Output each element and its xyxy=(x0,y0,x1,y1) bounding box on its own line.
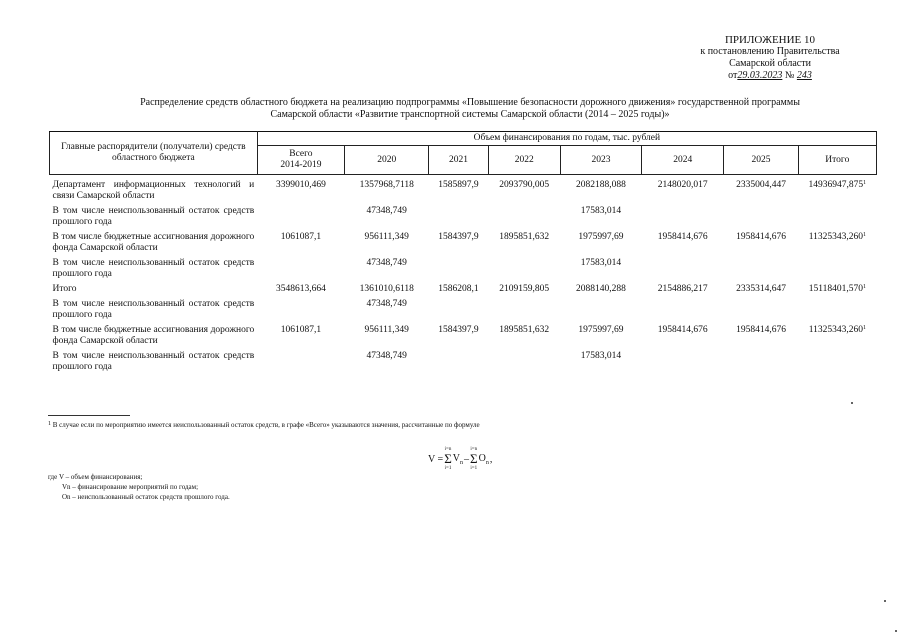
header-recipients: Главные распорядители (получатели) средств областного бюджета xyxy=(50,132,258,175)
approval-from: от xyxy=(728,70,738,81)
term-2-symbol: O xyxy=(478,452,486,464)
cell-itogo-value: 11325343,260 xyxy=(808,232,863,242)
cell-2025: 2335314,647 xyxy=(736,284,786,294)
footnote-mark: 1 xyxy=(48,421,51,427)
cell-total xyxy=(257,258,344,284)
term-1-subscript: n xyxy=(460,459,463,466)
cell-2020: 1357968,7118 xyxy=(359,180,414,190)
cell-2020: 1361010,6118 xyxy=(359,284,414,294)
cell-total: 3399010,469 xyxy=(275,180,326,190)
header-financing-group: Объем финансирования по годам, тыс. рублей xyxy=(257,132,876,146)
cell-2024: 1958414,676 xyxy=(657,232,708,242)
cell-2023 xyxy=(560,299,641,325)
row-label: В том числе неиспользованный остаток средств прошлого года xyxy=(52,258,255,279)
header-2020: 2020 xyxy=(345,146,429,175)
approval-line-region: Самарской области xyxy=(729,58,811,69)
cell-2022: 2109159,805 xyxy=(499,284,550,294)
cell-total: 1061087,1 xyxy=(280,325,322,335)
cell-2025: 2335004,447 xyxy=(736,180,786,190)
cell-2021: 1586208,1 xyxy=(438,284,479,294)
formula-term-1 xyxy=(453,453,463,466)
sum-upper-limit: i=n xyxy=(470,447,478,452)
cell-2025 xyxy=(724,351,798,377)
cell-2023: 17583,014 xyxy=(580,206,622,216)
cell-itogo-value: 11325343,260 xyxy=(808,325,863,335)
formula-term-2 xyxy=(479,453,489,466)
approval-block xyxy=(670,34,870,82)
cell-itogo xyxy=(798,206,876,232)
formula-minus: – xyxy=(464,453,469,465)
row-label: В том числе бюджетные ассигнования дорожного фонда Самарской области xyxy=(52,325,255,346)
table-row xyxy=(50,325,877,351)
approval-date-line xyxy=(670,70,870,82)
cell-itogo-value: 14936947,875 xyxy=(808,180,864,190)
row-label: Департамент информационных технологий и связи Самарской области xyxy=(52,180,255,201)
footnote-ref: 1 xyxy=(862,284,866,290)
cell-itogo xyxy=(798,351,876,377)
cell-total xyxy=(257,206,344,232)
cell-2021 xyxy=(429,258,488,284)
cell-2022 xyxy=(488,206,560,232)
formula xyxy=(428,446,492,472)
financing-table xyxy=(49,131,877,377)
table-row xyxy=(50,206,877,232)
document-title xyxy=(60,97,880,121)
sigma-icon: Σ xyxy=(444,451,452,466)
cell-2024 xyxy=(642,258,724,284)
document-title-line-1: Распределение средств областного бюджета на реализацию подпрограммы «Повышение безопасности дорожного движения» государственной программы xyxy=(140,97,800,108)
header-2025: 2025 xyxy=(724,146,798,175)
cell-2020: 47348,749 xyxy=(366,351,407,361)
cell-2022 xyxy=(488,351,560,377)
formula-definitions xyxy=(48,472,548,502)
cell-2022 xyxy=(488,258,560,284)
sigma-icon: Σ xyxy=(470,451,478,466)
sum-symbol-2 xyxy=(470,446,478,472)
cell-2025: 1958414,676 xyxy=(736,325,786,335)
cell-2024: 2154886,217 xyxy=(657,284,708,294)
cell-2021: 1584397,9 xyxy=(438,232,479,242)
appendix-title: ПРИЛОЖЕНИЕ 10 xyxy=(724,34,816,46)
header-2024: 2024 xyxy=(642,146,724,175)
table-row xyxy=(50,175,877,207)
cell-total: 3548613,664 xyxy=(275,284,326,294)
definition-vn: Vn – финансирование мероприятий по годам; xyxy=(62,483,199,491)
cell-2022: 2093790,005 xyxy=(499,180,550,190)
table-row xyxy=(50,258,877,284)
row-label: В том числе бюджетные ассигнования дорожного фонда Самарской области xyxy=(52,232,255,253)
cell-2020: 956111,349 xyxy=(364,325,409,335)
cell-2021 xyxy=(429,351,488,377)
definition-v: где V – объем финансирования; xyxy=(48,473,143,481)
cell-2021 xyxy=(429,299,488,325)
sum-lower-limit: i=1 xyxy=(444,466,452,471)
cell-itogo xyxy=(798,232,876,258)
approval-number: 243 xyxy=(796,70,812,81)
header-2022: 2022 xyxy=(488,146,560,175)
cell-2023: 2088140,288 xyxy=(576,284,626,294)
header-total xyxy=(257,146,344,175)
cell-2025: 1958414,676 xyxy=(736,232,786,242)
row-label: В том числе неиспользованный остаток средств прошлого года xyxy=(52,206,255,227)
cell-2023: 1975997,69 xyxy=(578,232,624,242)
header-total-years: 2014-2019 xyxy=(280,160,322,170)
cell-2024 xyxy=(642,299,724,325)
cell-2025 xyxy=(724,258,798,284)
cell-total xyxy=(257,351,344,377)
sum-lower-limit: i=1 xyxy=(470,466,478,471)
approval-date: 29.03.2023 xyxy=(737,70,783,81)
scan-speck xyxy=(851,402,853,404)
footnote-divider xyxy=(48,415,130,416)
table-row xyxy=(50,299,877,325)
document-title-line-2: Самарской области «Развитие транспортной системы Самарской области (2014 – 2025 годы)» xyxy=(270,109,670,120)
footnote-ref: 1 xyxy=(862,325,866,331)
footnote-ref: 1 xyxy=(863,180,867,186)
cell-total: 1061087,1 xyxy=(280,232,322,242)
footnote-ref: 1 xyxy=(862,232,866,238)
cell-2020: 47348,749 xyxy=(366,258,407,268)
cell-2021: 1584397,9 xyxy=(438,325,479,335)
sum-symbol-1 xyxy=(444,446,452,472)
cell-2022: 1895851,632 xyxy=(499,232,550,242)
definition-on: On – неиспользованный остаток средств прошлого года. xyxy=(62,493,230,501)
cell-itogo-value: 15118401,570 xyxy=(808,284,863,294)
scan-speck xyxy=(884,600,886,602)
cell-2023: 1975997,69 xyxy=(578,325,624,335)
cell-2024 xyxy=(642,206,724,232)
cell-2024: 1958414,676 xyxy=(657,325,708,335)
cell-2023: 17583,014 xyxy=(580,258,622,268)
formula-tail: , xyxy=(489,453,493,465)
cell-2021: 1585897,9 xyxy=(438,180,479,190)
approval-number-sign: № xyxy=(784,70,795,81)
row-label: В том числе неиспользованный остаток средств прошлого года xyxy=(52,299,255,320)
cell-2024 xyxy=(642,351,724,377)
cell-itogo xyxy=(798,325,876,351)
cell-2020: 956111,349 xyxy=(364,232,409,242)
table-row xyxy=(50,284,877,299)
cell-2020: 47348,749 xyxy=(366,299,407,309)
cell-total xyxy=(257,299,344,325)
cell-itogo xyxy=(798,258,876,284)
term-2-subscript: n xyxy=(485,459,489,466)
table-row xyxy=(50,232,877,258)
cell-2023: 2082188,088 xyxy=(576,180,626,190)
formula-lhs: V = xyxy=(428,453,444,465)
cell-2025 xyxy=(724,206,798,232)
row-label: Итого xyxy=(52,284,77,294)
cell-itogo xyxy=(798,284,876,299)
approval-line-resolution: к постановлению Правительства xyxy=(700,46,840,57)
header-total-label: Всего xyxy=(289,149,313,159)
cell-2022 xyxy=(488,299,560,325)
table-row xyxy=(50,351,877,377)
cell-itogo xyxy=(798,299,876,325)
header-2023: 2023 xyxy=(560,146,641,175)
cell-2021 xyxy=(429,206,488,232)
footnote xyxy=(48,421,748,430)
cell-2022: 1895851,632 xyxy=(499,325,550,335)
header-itogo: Итого xyxy=(798,146,876,175)
cell-2025 xyxy=(724,299,798,325)
row-label: В том числе неиспользованный остаток средств прошлого года xyxy=(52,351,255,372)
cell-itogo xyxy=(798,175,876,207)
cell-2024: 2148020,017 xyxy=(657,180,708,190)
footnote-text: В случае если по мероприятию имеется неиспользованный остаток средств, в графе «Всего» указываются значения, рассчитанные по формуле xyxy=(52,421,480,429)
header-2021: 2021 xyxy=(429,146,488,175)
sum-upper-limit: i=n xyxy=(444,447,452,452)
cell-2023: 17583,014 xyxy=(580,351,622,361)
cell-2020: 47348,749 xyxy=(366,206,407,216)
term-1-symbol: V xyxy=(452,452,460,464)
scan-speck xyxy=(895,630,897,632)
